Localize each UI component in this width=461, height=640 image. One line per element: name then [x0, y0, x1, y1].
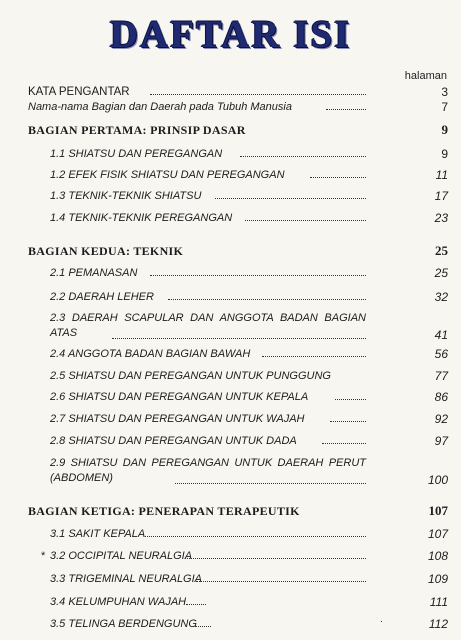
page-column-label: halaman	[404, 70, 447, 82]
entry-page: 107	[427, 527, 448, 541]
toc-entry-nama-bagian[interactable]	[0, 99, 461, 115]
leader-dots	[186, 604, 206, 605]
toc-entry-2-2[interactable]	[0, 289, 461, 305]
section-title: BAGIAN KEDUA: TEKNIK	[28, 244, 184, 258]
entry-page: 32	[434, 290, 448, 304]
entry-page: 112	[428, 617, 448, 631]
toc-entry-2-5[interactable]	[0, 368, 461, 384]
toc-entry-1-3[interactable]	[0, 188, 461, 204]
toc-entry-3-3[interactable]	[0, 571, 461, 587]
section-page: 9	[441, 122, 448, 137]
toc-entry-2-4[interactable]	[0, 346, 461, 362]
entry-label: 1.4 TEKNIK-TEKNIK PEREGANGAN	[50, 212, 233, 224]
entry-label: 2.4 ANGGOTA BADAN BAGIAN BAWAH	[50, 348, 251, 360]
entry-label: 3.4 KELUMPUHAN WAJAH	[50, 596, 187, 608]
entry-label: Nama-nama Bagian dan Daerah pada Tubuh Manusia	[28, 101, 292, 113]
entry-page: 9	[441, 147, 448, 161]
toc-section-part2[interactable]	[0, 243, 461, 259]
leader-dots	[195, 626, 211, 627]
toc-section-part1[interactable]	[0, 122, 461, 138]
leader-dots	[150, 275, 366, 276]
entry-page: 109	[427, 572, 448, 586]
leader-dots	[322, 443, 366, 444]
section-title: BAGIAN KETIGA: PENERAPAN TERAPEUTIK	[28, 504, 300, 518]
entry-page: 3	[441, 85, 448, 99]
entry-label: 1.1 SHIATSU DAN PEREGANGAN	[50, 148, 223, 160]
entry-label: 2.1 PEMANASAN	[50, 267, 138, 279]
entry-label: 2.2 DAERAH LEHER	[50, 291, 154, 303]
toc-entry-3-4[interactable]	[0, 594, 461, 610]
entry-page: 97	[434, 434, 448, 448]
toc-entry-2-6[interactable]	[0, 389, 461, 405]
entry-label: 2.8 SHIATSU DAN PEREGANGAN UNTUK DADA	[50, 435, 297, 447]
entry-page: 77	[434, 369, 448, 383]
entry-label: 2.6 SHIATSU DAN PEREGANGAN UNTUK KEPALA	[50, 391, 309, 403]
leader-dots	[245, 220, 366, 221]
leader-dots	[335, 399, 366, 400]
leader-dots	[168, 299, 366, 300]
entry-label: 3.2 OCCIPITAL NEURALGIA	[50, 550, 193, 562]
toc-section-part3[interactable]	[0, 503, 461, 519]
toc-entry-3-2[interactable]	[0, 548, 461, 564]
leader-dots	[262, 356, 366, 357]
entry-label: KATA PENGANTAR	[28, 86, 130, 98]
leader-dots	[326, 109, 366, 110]
leader-dots	[145, 536, 366, 537]
leader-dots	[112, 338, 366, 339]
toc-entry-2-7[interactable]	[0, 411, 461, 427]
entry-page: 23	[434, 211, 448, 225]
entry-label: 3.5 TELINGA BERDENGUNG	[50, 618, 197, 630]
entry-page: 25	[434, 266, 448, 280]
entry-label: 2.7 SHIATSU DAN PEREGANGAN UNTUK WAJAH	[50, 413, 305, 425]
stray-mark: .	[380, 614, 383, 625]
section-page: 107	[428, 503, 448, 518]
star-marker: *	[41, 550, 46, 562]
toc-entry-2-8[interactable]	[0, 433, 461, 449]
toc-entry-3-1[interactable]	[0, 526, 461, 542]
toc-entry-3-5[interactable]	[0, 616, 461, 632]
entry-label: 1.2 EFEK FISIK SHIATSU DAN PEREGANGAN	[50, 169, 285, 181]
entry-label: 3.3 TRIGEMINAL NEURALGIA	[50, 573, 203, 585]
entry-page: 100	[427, 473, 448, 487]
toc-entry-2-3[interactable]	[0, 311, 461, 345]
entry-page: 7	[441, 100, 448, 114]
leader-dots	[196, 581, 366, 582]
entry-page: 41	[434, 328, 448, 342]
entry-page: 111	[429, 595, 448, 609]
entry-page: 86	[434, 390, 448, 404]
toc-entry-1-1[interactable]	[0, 146, 461, 162]
leader-dots	[150, 94, 366, 95]
leader-dots	[240, 156, 366, 157]
leader-dots	[185, 558, 366, 559]
toc-entry-2-1[interactable]	[0, 265, 461, 281]
toc-entry-2-9[interactable]	[0, 456, 461, 490]
entry-page: 11	[435, 168, 448, 182]
leader-dots	[175, 483, 366, 484]
entry-page: 108	[427, 549, 448, 563]
entry-page: 56	[434, 347, 448, 361]
leader-dots	[215, 198, 366, 199]
section-title: BAGIAN PERTAMA: PRINSIP DASAR	[28, 123, 246, 137]
section-page: 25	[435, 243, 448, 258]
entry-label: 1.3 TEKNIK-TEKNIK SHIATSU	[50, 190, 202, 202]
leader-dots	[330, 421, 366, 422]
entry-page: 92	[434, 412, 448, 426]
toc-entry-1-2[interactable]	[0, 167, 461, 183]
toc-entry-1-4[interactable]	[0, 210, 461, 226]
entry-label: 3.1 SAKIT KEPALA	[50, 528, 146, 540]
entry-page: 17	[434, 189, 448, 203]
entry-label: 2.3 DAERAH SCAPULAR DAN ANGGOTA BADAN BAGIAN ATAS	[50, 312, 366, 339]
toc-entry-kata-pengantar[interactable]	[0, 84, 461, 100]
entry-label: 2.9 SHIATSU DAN PEREGANGAN UNTUK DAERAH PERUT (ABDOMEN)	[50, 457, 366, 484]
entry-label: 2.5 SHIATSU DAN PEREGANGAN UNTUK PUNGGUNG	[50, 370, 331, 382]
toc-title: DAFTAR ISI	[109, 13, 352, 56]
leader-dots	[310, 177, 366, 178]
